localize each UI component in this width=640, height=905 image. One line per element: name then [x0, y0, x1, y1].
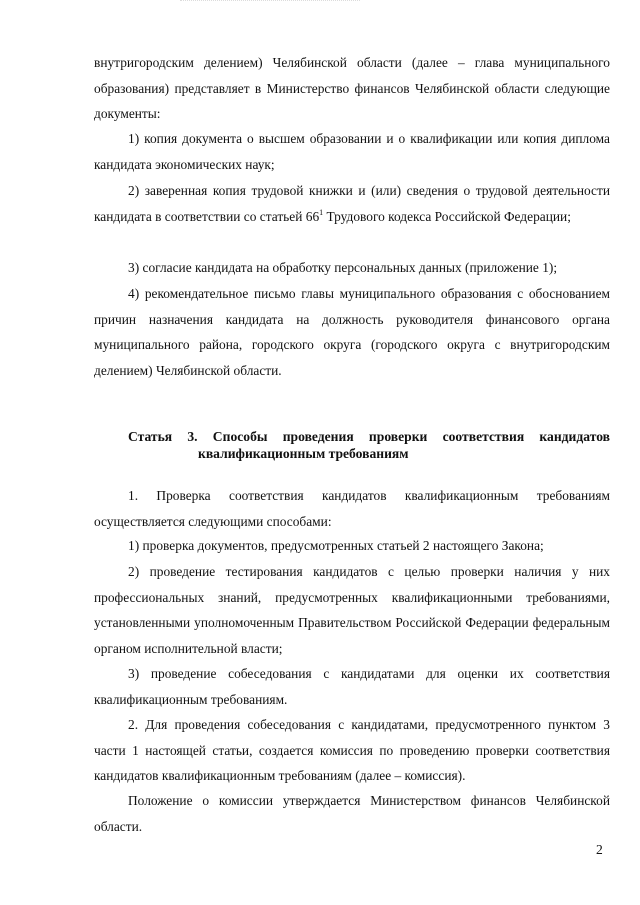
list-item-1: 1) копия документа о высшем образовании и о квалификации или копия диплома кандидата экономических наук;	[94, 131, 610, 172]
list-item-4: 4) рекомендательное письмо главы муниципального образования с обоснованием причин назначения кандидата на должность руководителя финансового органа муниципального района, городского округа (городского округа с внутригородским делением) Челябинской области.	[94, 286, 610, 378]
list-item-2	[94, 178, 610, 229]
superscript: 1	[319, 207, 324, 217]
article-heading-line-2: квалификационным требованиям	[198, 446, 409, 461]
article-paragraph-1: 1. Проверка соответствия кандидатов квалификационным требованиям осуществляется следующими способами:	[94, 488, 610, 529]
article-item-1: 1) проверка документов, предусмотренных статьей 2 настоящего Закона;	[128, 538, 544, 553]
page-number: 2	[596, 842, 603, 857]
paragraph-intro: внутригородским делением) Челябинской области (далее – глава муниципального образования) представляет в Министерство финансов Челябинской области следующие документы:	[94, 55, 610, 121]
article-item-2: 2) проведение тестирования кандидатов с целью проверки наличия у них профессиональных знаний, предусмотренных квалификационными требованиями, установленными уполномоченным Правительством Российской Федерации федеральным органом исполнительной власти;	[94, 564, 610, 656]
article-paragraph-3: Положение о комиссии утверждается Министерством финансов Челябинской области.	[94, 793, 610, 834]
article-item-3: 3) проведение собеседования с кандидатами для оценки их соответствия квалификационным требованиям.	[94, 666, 610, 707]
scan-artifact	[180, 0, 360, 7]
article-paragraph-2: 2. Для проведения собеседования с кандидатами, предусмотренного пунктом 3 части 1 настоящей статьи, создается комиссия по проведению проверки соответствия кандидатов квалификационным требованиям (далее – комиссия).	[94, 717, 610, 783]
list-item-2-text-a: 2) заверенная копия трудовой книжки и (или) сведения о трудовой деятельности кандидата в соответствии со статьей 66	[94, 183, 610, 224]
list-item-2-text-b: Трудового кодекса Российской Федерации;	[323, 208, 571, 224]
list-item-3: 3) согласие кандидата на обработку персональных данных (приложение 1);	[128, 260, 558, 275]
article-heading-line-1: Статья 3. Способы проведения проверки соответствия кандидатов	[128, 429, 610, 444]
